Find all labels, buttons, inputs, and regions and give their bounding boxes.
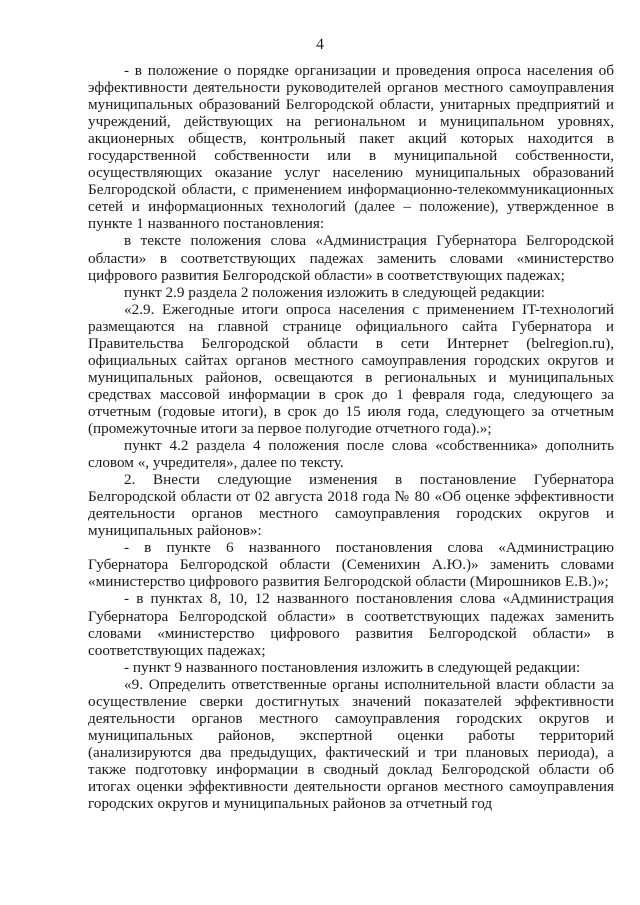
paragraph-clause-4-2: пункт 4.2 раздела 4 положения после слова «собственника» дополнить словом «, учредителя», далее по тексту.	[88, 437, 614, 472]
paragraph-item-6-change: - в пункте 6 названного постановления слова «Администрацию Губернатора Белгородской области (Семенихин А.Ю.)» заменить словами «министерство цифрового развития Белгородской области (Мирошников Е.В.)»;	[88, 539, 614, 591]
page-number: 4	[316, 36, 324, 53]
paragraph-regulation-amendment: - в положение о порядке организации и проведения опроса населения об эффективности деятельности руководителей органов местного самоуправления муниципальных образований Белгородской области, унитарных предприятий и учреждений, действующих на региональном и муниципальном уровнях, акционерных обществ, контрольный пакет акций которых находится в государственной собственности или в муниципальной собственности, осуществляющих оказание услуг населению муниципальных образований Белгородской области, с применением информационно-телекоммуникационных сетей и информационных технологий (далее – положение), утвержденное в пункте 1 названного постановления:	[88, 62, 614, 233]
paragraph-items-8-10-12-change: - в пунктах 8, 10, 12 названного постановления слова «Администрация Губернатора Белгородской области» в соответствующих падежах заменить словами «министерство цифрового развития Белгородской области» в соответствующих падежах;	[88, 590, 614, 659]
paragraph-item-9-intro: - пункт 9 названного постановления изложить в следующей редакции:	[124, 658, 581, 676]
paragraph-item-9-text: «9. Определить ответственные органы исполнительной власти области за осуществление сверки достигнутых значений показателей эффективности деятельности органов местного самоуправления городских округов и муниципальных районов, экспертной оценки работы территорий (анализируются два предыдущих, фактический и три плановых периода), а также подготовку информации в сводный доклад Белгородской области об итогах оценки эффективности деятельности органов местного самоуправления городских округов и муниципальных районов за отчетный год	[88, 675, 614, 813]
document-body	[88, 62, 614, 812]
paragraph-item-2: 2. Внести следующие изменения в постановление Губернатора Белгородской области от 02 августа 2018 года № 80 «Об оценке эффективности деятельности органов местного самоуправления городских округов и муниципальных районов»:	[88, 471, 614, 540]
paragraph-clause-2-9-text: «2.9. Ежегодные итоги опроса населения с применением IT-технологий размещаются на главной странице официального сайта Губернатора и Правительства Белгородской области в сети Интернет (belregion.ru), официальных сайтах органов местного самоуправления городских округов и муниципальных районов, освещаются в региональных и муниципальных средствах массовой информации в срок до 1 февраля года, следующего за отчетным (годовые итоги), в срок до 15 июля года, следующего за отчетным (промежуточные итоги за первое полугодие отчетного года).»;	[88, 300, 614, 437]
paragraph-clause-2-9-intro: пункт 2.9 раздела 2 положения изложить в следующей редакции:	[124, 283, 546, 301]
paragraph-text-replacement: в тексте положения слова «Администрация Губернатора Белгородской области» в соответствующих падежах заменить словами «министерство цифрового развития Белгородской области» в соответствующих падежах;	[88, 232, 614, 284]
